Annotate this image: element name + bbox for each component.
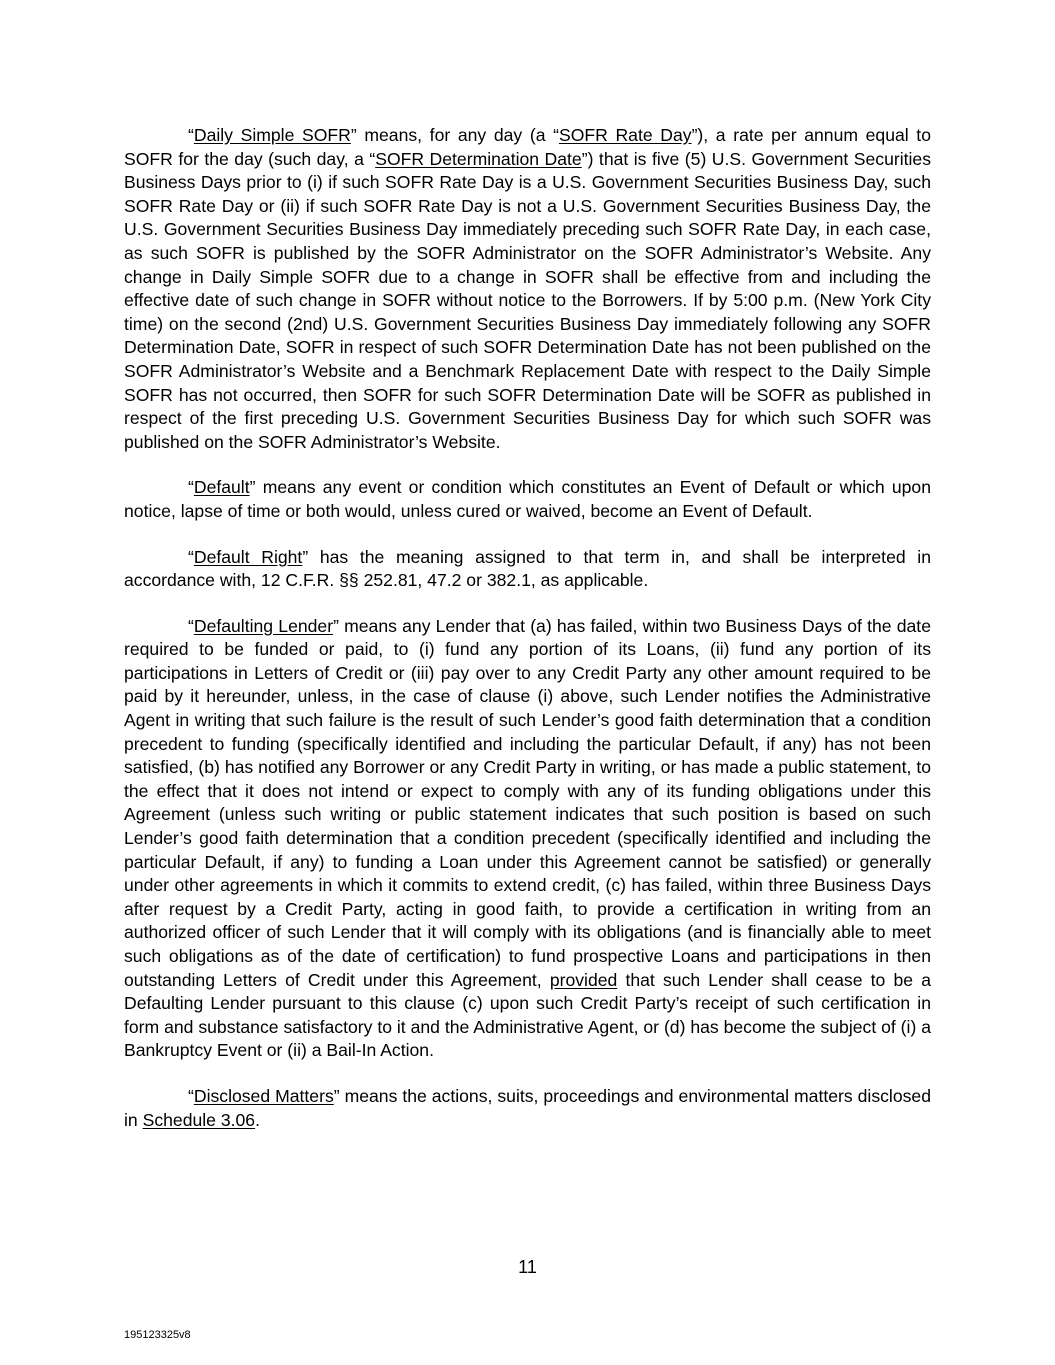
defined-term: Disclosed Matters [193,1085,334,1106]
page-number: 11 [518,1257,537,1277]
defined-term: Defaulting Lender [193,615,334,636]
definition-paragraph [124,615,931,1063]
defined-term: Default Right [193,546,303,567]
defined-term: SOFR Rate Day [558,125,692,145]
definition-text: ”) that is five (5) U.S. Government Securities Business Days prior to (i) if such SOFR Rate Day is a U.S. Government Securities Business Day, such SOFR Rate Day or (ii) if such SOFR Rate Day is not a U.S. Government Securities Business Day, the U.S. Government Securities Business Day immediately preceding such SOFR Rate Day, in each case, as such SOFR is published by the SOFR Administrator on the SOFR Administrator’s Website. Any change in Daily Simple SOFR due to a change in SOFR shall be effective from and including the effective date of such change in SOFR without notice to the Borrowers. If by 5:00 p.m. (New York City time) on the second (2nd) U.S. Government Securities Business Day immediately following any SOFR Determination Date, SOFR in respect of such SOFR Determination Date has not been published on the SOFR Administrator’s Website and a Benchmark Replacement Date with respect to the Daily Simple SOFR has not occurred, then SOFR for such SOFR Determination Date will be SOFR as published in respect of the first preceding U.S. Government Securities Business Day for which such SOFR was published on the SOFR Administrator’s Website. [124,148,932,452]
definition-text: ” means the actions, suits, proceedings and environmental matters disclosed in [124,1085,931,1130]
definition-text: “ [188,477,194,498]
definition-text: “ [188,125,194,145]
definition-text: that such Lender shall cease to be a Defaulting Lender pursuant to this clause (c) upon such Credit Party’s receipt of such certification in form and substance satisfactory to it and the Administrative Agent, or (d) has become the subject of (i) a Bankruptcy Event or (ii) a Bail-In Action. [124,969,931,1061]
definition-text: ”), a rate per annum equal to SOFR for the day (such day, a “ [124,125,931,169]
definition-text: ” means, for any day (a “ [350,125,559,145]
definition-paragraph [124,546,931,593]
defined-term: provided [549,969,618,990]
definition-paragraph [124,124,931,454]
definition-text: ” has the meaning assigned to that term in, and shall be interpreted in accordance with, 12 C.F.R. §§ 252.81, 47.2 or 382.1, as applicable. [124,546,931,591]
defined-term: Default [193,477,250,498]
defined-term: SOFR Determination Date [375,148,582,169]
definition-text: “ [188,1085,194,1106]
document-id: 195123325v8 [124,1329,191,1341]
definition-text: ” means any event or condition which constitutes an Event of Default or which upon notice, lapse of time or both would, unless cured or waived, become an Event of Default. [124,477,931,521]
definition-text: “ [188,615,194,636]
definition-text: “ [188,546,194,567]
definition-paragraph [124,1085,931,1132]
definitions-section [124,124,931,1154]
definition-text: . [255,1109,260,1130]
defined-term: Schedule 3.06 [142,1109,256,1130]
definition-paragraph [124,476,931,523]
defined-term: Daily Simple SOFR [193,125,351,145]
definition-text: ” means any Lender that (a) has failed, within two Business Days of the date required to be funded or paid, to (i) fund any portion of its Loans, (ii) fund any portion of its participations in Letters of Credit or (iii) pay over to any Credit Party any other amount required to be paid by it hereunder, unless, in the case of clause (i) above, such Lender notifies the Administrative Agent in writing that such failure is the result of such Lender’s good faith determination that a condition precedent to funding (specifically identified and including the particular Default, if any) has not been satisfied, (b) has notified any Borrower or any Credit Party in writing, or has made a public statement, to the effect that it does not intend or expect to comply with any of its funding obligations under this Agreement (unless such writing or public statement indicates that such position is based on such Lender’s good faith determination that a condition precedent (specifically identified and including the particular Default, if any) to funding a Loan under this Agreement cannot be satisfied) or generally under other agreements in which it commits to extend credit, (c) has failed, within three Business Days after request by a Credit Party, acting in good faith, to provide a certification in writing from an authorized officer of such Lender that it will comply with its obligations (and is financially able to meet such obligations as of the date of certification) to fund prospective Loans and participations in then outstanding Letters of Credit under this Agreement, [124,615,931,990]
